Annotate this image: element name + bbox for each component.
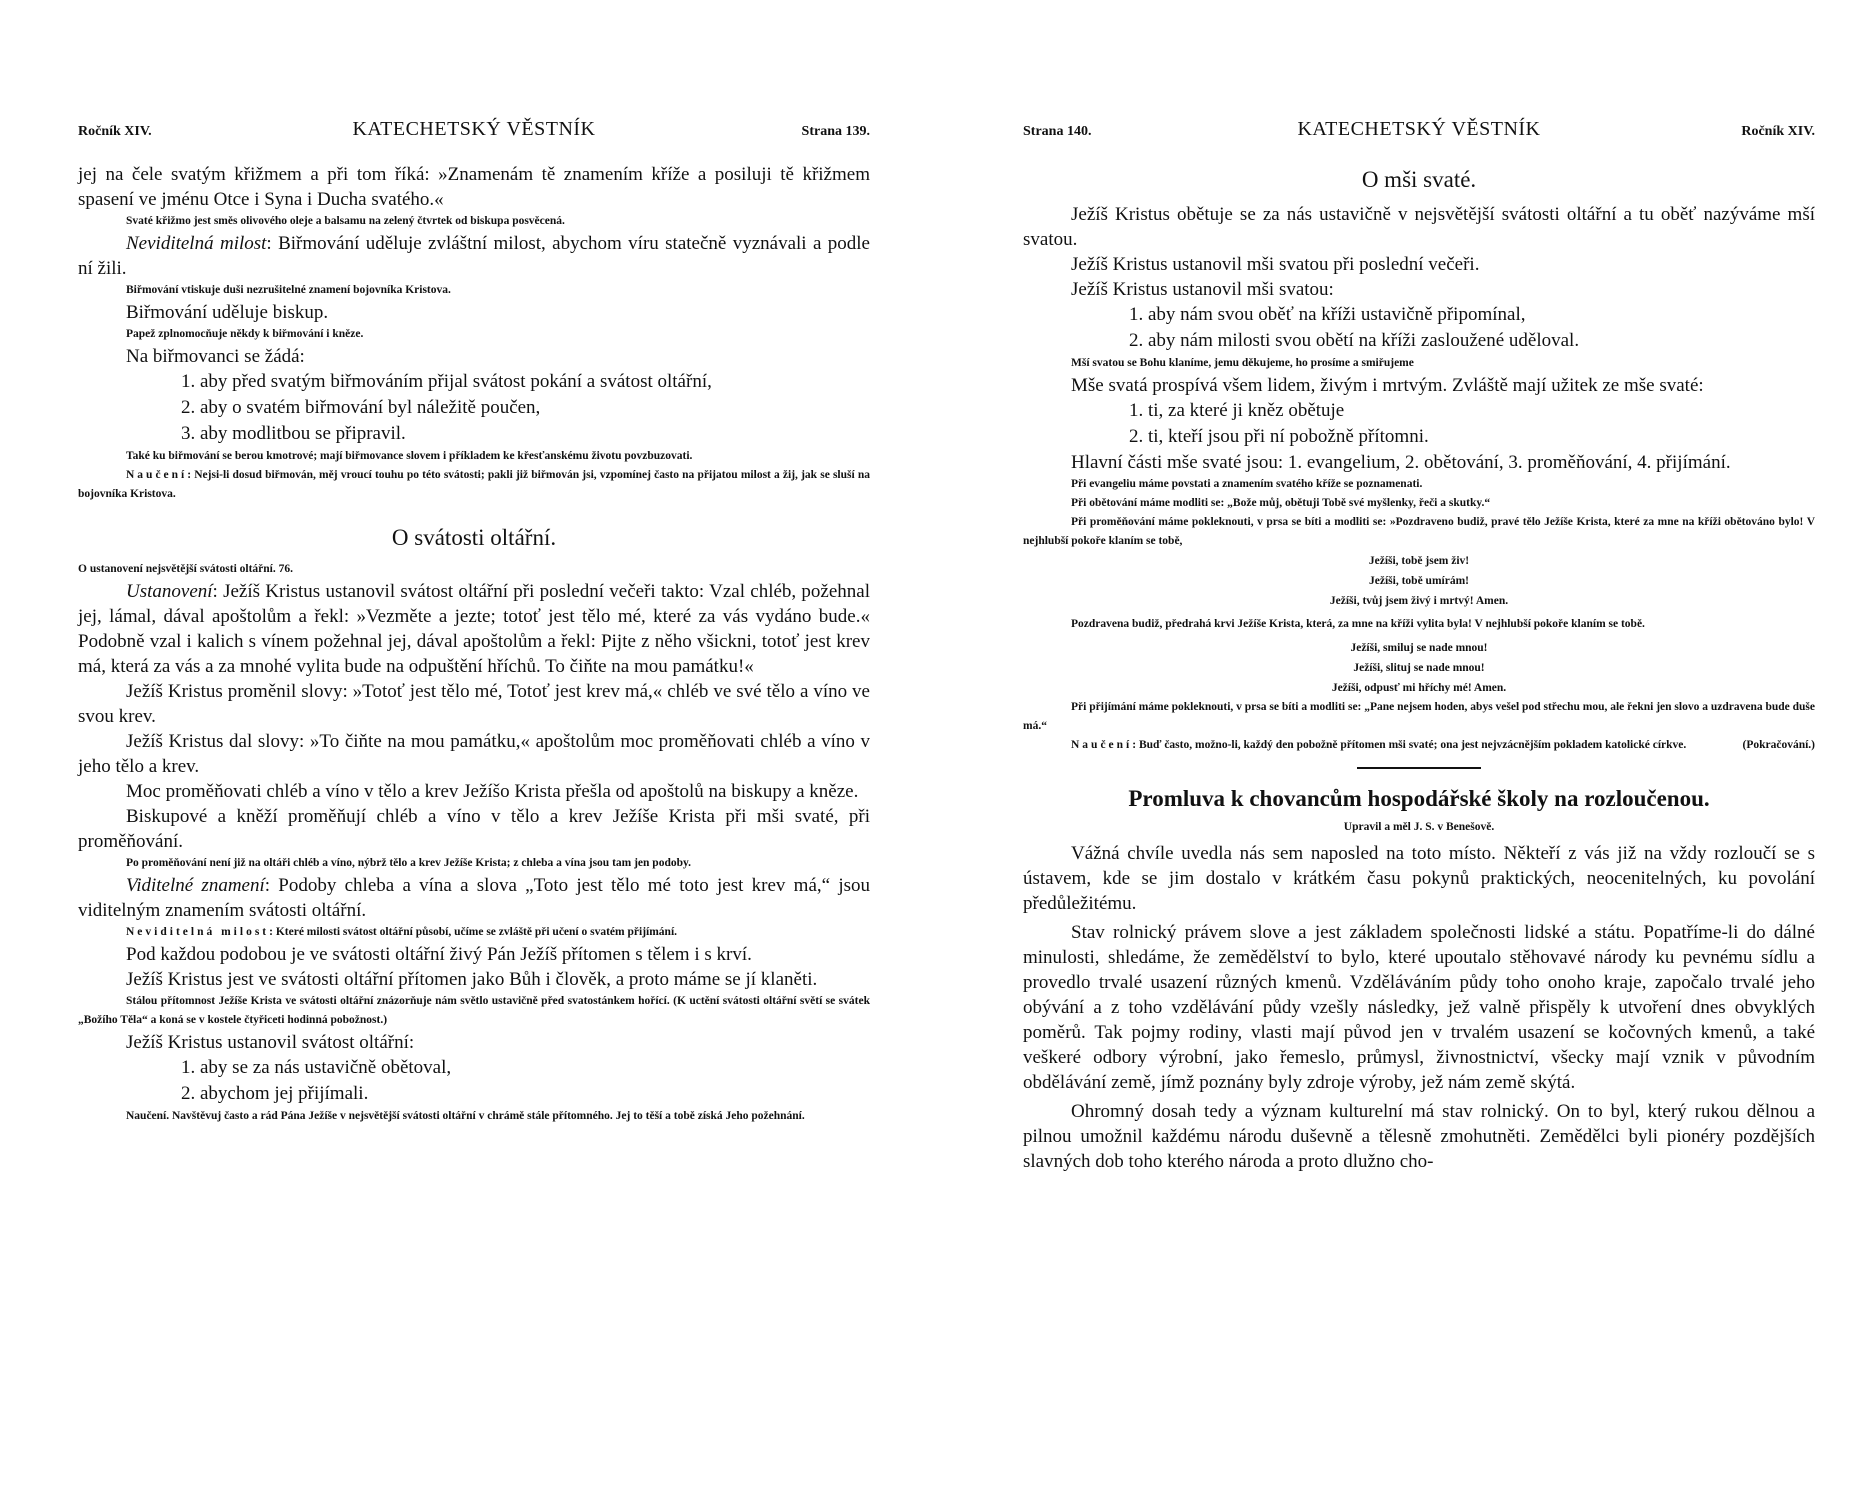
right-small-note: Při přijímání máme pokleknouti, v prsa se bíti a modliti se: „Pane nejsem hoden, abys vešel pod střechu mou, ale řekni jen slovo a uzdravena bude duše má.“ [1023,701,1816,732]
right-small-note: Při proměňování máme pokleknouti, v prsa se bíti a modliti se: »Pozdraveno budiž, pravé tělo Ježíše Krista, které za mne na kříži obětováno bylo! V nejhlubší pokoře klaním se tobě, [1023,516,1815,547]
prayer-line: Ježíši, tobě jsem živ! [1368,555,1470,567]
left-volume-label: Ročník XIV. [78,124,152,139]
left-paragraph: jej na čele svatým křižmem a při tom říká: »Znamenám tě znamením kříže a posiluji tě křižmem spasení ve jménu Otce i Syna i Ducha svatého.« [78,164,870,210]
list-item: 1. aby před svatým biřmováním přijal svátost pokání a svátost oltářní, [181,371,712,392]
inline-label: Naučení [126,469,188,481]
section-subtitle: O ustanovení nejsvětější svátosti oltářní. 76. [78,563,293,575]
list-item: 1. aby se za nás ustavičně obětoval, [181,1057,452,1078]
list-item: 2. aby o svatém biřmování byl náležitě poučen, [181,397,541,418]
left-paragraph: Pod každou podobou je ve svátosti oltářní živý Pán Ježíš přítomen s tělem i s krví. [126,944,752,965]
left-paragraph: Ježíš Kristus proměnil slovy: »Totoť jest tělo mé, Totoť jest krev má,« chléb ve své tělo a víno ve svou krev. [78,681,870,727]
prayer-line: Ježíši, odpusť mi hříchy mé! Amen. [1331,682,1507,694]
left-page [78,118,870,1126]
inline-text: : Které milosti svátost oltářní působí, učíme se zvláště při učení o svatém přijímání. [269,926,678,938]
right-small-note: Pozdravena budiž, předrahá krvi Ježíše Krista, která, za mne na kříži vylita byla! V nejhlubší pokoře klaním se tobě. [1071,618,1645,630]
right-paragraph: Stav rolnický právem slove a jest základem společnosti lidské a státu. Popatříme-li do dálné minulosti, shledáme, že zemědělství to bylo, které upoutalo stěhovavé národy ku pevnému sídlu a provedlo trvalé usazení různých kmenů. Vzděláváním půdy toho onoho kraje, započalo trvalé jeho obývání a z toho vzdělávání půdy vzešly následky, jež valně přispěly k utvoření dnes obvyklých poměrů. Tak pojmy rodiny, vlasti mají původ jen v trvalém usazení se kočovných kmenů, a také veškeré odbory výrobní, jako řemeslo, průmysl, živnostnictví, všecky mají vznik v původním obdělávání země, jímž poznány byly zdroje výroby, jež nám země skýtá. [1023,922,1815,1093]
right-paragraph: Ježíš Kristus ustanovil mši svatou: [1071,279,1334,300]
list-item: 2. ti, kteří jsou při ní pobožně přítomni. [1129,426,1429,447]
left-paragraph: Na biřmovanci se žádá: [126,346,305,367]
right-page [1023,118,1815,1174]
inline-text: : Buď často, možno-li, každý den pobožně přítomen mši svaté; ona jest nejvzácnějším pokladem katolické církve. [1132,739,1687,751]
left-paragraph: Biskupové a kněží proměňují chléb a víno v tělo a krev Ježíše Krista při mši svaté, při proměňování. [78,806,870,852]
list-item: 1. aby nám svou oběť na kříži ustavičně připomínal, [1129,304,1526,325]
left-paragraph [78,873,870,923]
prayer-line: Ježíši, smiluj se nade mnou! [1350,642,1488,654]
inline-label: Neviditelná milost [126,233,267,254]
left-small-note: Biřmování vtiskuje duši nezrušitelné znamení bojovníka Kristova. [126,284,451,296]
right-paragraph: Ježíš Kristus ustanovil mši svatou při poslední večeři. [1071,254,1480,275]
section-title: O svátosti oltářní. [391,525,557,550]
left-small-note: Svaté křižmo jest směs olivového oleje a balsamu na zelený čtvrtek od biskupa posvěcená. [126,215,565,227]
inline-label: Naučení [1071,739,1133,751]
right-paragraph: Vážná chvíle uvedla nás sem naposled na toto místo. Někteří z vás již na vždy rozloučí se s ústavem, kde se jim dostalo v krátkém času pokynů praktických, neocenitelných, ku povolání předůležitému. [1023,843,1815,914]
left-small-note: Stálou přítomnost Ježíše Krista ve svátosti oltářní znázorňuje nám světlo ustavičně před svatostánkem hořící. (K uctění svátosti oltářní světí se svátek „Božího Těla“ a koná se v kostele čtyřiceti hodinná pobožnost.) [78,995,870,1026]
left-small-note: Papež zplnomocňuje někdy k biřmování i kněze. [126,328,364,340]
continuation-note: (Pokračování.) [1742,739,1815,751]
section-title: O mši svaté. [1361,167,1477,192]
left-paragraph [78,579,870,679]
list-item: 1. ti, za které ji kněz obětuje [1129,400,1345,421]
right-volume-label: Ročník XIV. [1741,124,1815,139]
left-small-note: Naučení. Navštěvuj často a rád Pána Ježíše v nejsvětější svátosti oltářní v chrámě stále přítomného. Jej to těší a tobě získá Jeho požehnání. [126,1110,805,1122]
right-small-note [1023,736,1815,755]
left-journal-title: KATECHETSKÝ VĚSTNÍK [352,118,596,140]
list-item: 2. abychom jej přijímali. [181,1083,369,1104]
right-page-number: Strana 140. [1023,124,1092,139]
prayer-line: Ježíši, tvůj jsem živý i mrtvý! Amen. [1329,595,1509,607]
inline-label: Viditelné znamení [126,875,265,896]
list-item: 3. aby modlitbou se připravil. [181,423,406,444]
left-small-note: Také ku biřmování se berou kmotrové; mají biřmovance slovem i příkladem ke křesťanskému životu povzbuzovati. [126,450,693,462]
right-paragraph: Ježíš Kristus obětuje se za nás ustavičně v nejsvětější svátosti oltářní a tu oběť nazýváme mší svatou. [1023,204,1815,250]
inline-text: : Ježíš Kristus ustanovil svátost oltářní při poslední večeři takto: Vzal chléb, požehnal jej, lámal, dával apoštolům a řekl: »Vezměte a jezte; totoť jest tělo mé, které za vás vydáno bude.« Podobně vzal i kalich s vínem požehnal jej, dával apoštolům a řekl: Pijte z něho všickni, totoť jest krev má, která za vás a za mnohé vylita bude na odpuštění hříchů. To čiňte na mou památku!« [78,581,870,677]
inline-label: Ustanovení [126,581,213,602]
right-paragraph: Mše svatá prospívá všem lidem, živým i mrtvým. Zvláště mají užitek ze mše svaté: [1071,375,1704,396]
left-small-note [78,466,870,504]
right-journal-title: KATECHETSKÝ VĚSTNÍK [1297,118,1541,140]
section-divider [1357,767,1481,769]
list-item: 2. aby nám milosti svou obětí na kříži zasloužené uděloval. [1129,330,1580,351]
inline-label: Neviditelná milost [126,926,270,938]
right-paragraph: Ohromný dosah tedy a význam kulturelní má stav rolnický. On to byl, který rukou dělnou a pilnou umožnil každému národu duševně a tělesně zmohutněti. Zemědělci byli pionéry pozdějších slavných dob toho kterého národa a proto dlužno cho- [1023,1101,1815,1172]
left-small-note: Po proměňování není již na oltáři chléb a víno, nýbrž tělo a krev Ježíše Krista; z chleba a vína jsou tam jen podoby. [126,857,691,869]
inline-text: : Nejsi-li dosud biřmován, měj vroucí touhu po této svátosti; pakli již biřmován jsi, vzpomínej často na přijatou milost a žij, jak se sluší na bojovníka Kristova. [78,469,870,500]
left-page-number: Strana 139. [801,124,870,139]
left-paragraph: Ježíš Kristus jest ve svátosti oltářní přítomen jako Bůh i člověk, a proto máme se jí klaněti. [126,969,818,990]
inline-text: : Podoby chleba a vína a slova „Toto jest tělo mé toto jest krev má,“ jsou viditelným znamením svátosti oltářní. [78,875,870,921]
right-small-note: Mší svatou se Bohu klaníme, jemu děkujeme, ho prosíme a smiřujeme [1071,357,1414,369]
article-byline: Upravil a měl J. S. v Benešově. [1343,821,1495,833]
left-paragraph: Ježíš Kristus ustanovil svátost oltářní: [126,1032,415,1053]
left-paragraph [78,231,870,281]
left-paragraph: Ježíš Kristus dal slovy: »To čiňte na mou památku,« apoštolům moc proměňovati chléb a víno v jeho tělo a krev. [78,731,870,777]
left-running-head [78,118,870,148]
prayer-line: Ježíši, tobě umírám! [1369,575,1469,587]
article-title: Promluva k chovancům hospodářské školy na rozloučenou. [1128,786,1710,811]
inline-text: : Biřmování uděluje zvláštní milost, abychom víru statečně vyznávali a podle ní žili. [78,233,870,279]
left-paragraph: Biřmování uděluje biskup. [126,302,329,323]
left-paragraph: Moc proměňovati chléb a víno v tělo a krev Ježíšo Krista přešla od apoštolů na biskupy a kněze. [126,781,859,802]
right-paragraph: Hlavní části mše svaté jsou: 1. evangelium, 2. obětování, 3. proměňování, 4. přijímání. [1071,452,1731,473]
right-small-note: Při obětování máme modliti se: „Bože můj, obětuji Tobě své myšlenky, řeči a skutky.“ [1071,497,1491,509]
prayer-line: Ježíši, slituj se nade mnou! [1353,662,1485,674]
right-small-note: Při evangeliu máme povstati a znamením svatého kříže se poznamenati. [1071,478,1423,490]
left-small-note [78,923,870,942]
right-running-head [1023,118,1815,148]
